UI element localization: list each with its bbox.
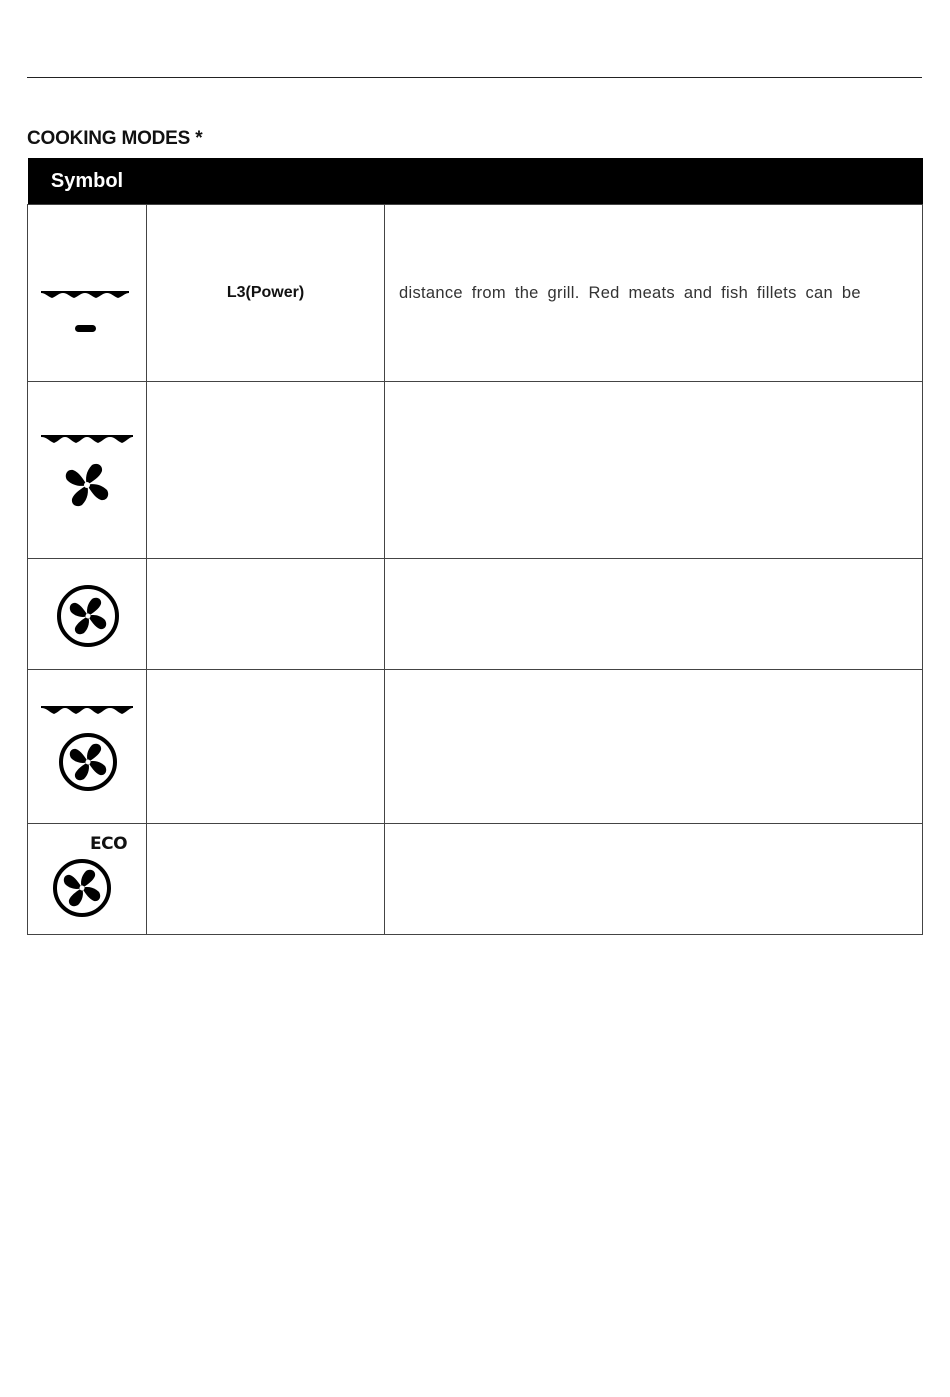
mode-description [385,382,923,559]
mode-name [147,382,385,559]
top-heater-circled-fan-icon [28,670,147,824]
table-row [28,559,923,670]
mode-description [385,824,923,935]
eco-label: ECO [90,834,128,854]
circled-fan-icon [28,559,147,670]
symbol-cell [28,559,147,670]
mode-description [385,670,923,824]
symbol-cell [28,824,147,935]
symbol-cell [28,382,147,559]
top-heater-fan-icon [28,382,147,559]
eco-circled-fan-icon [28,824,147,935]
header-description [385,158,923,205]
mode-name [147,670,385,824]
header-symbol: Symbol [28,158,147,205]
symbol-cell [28,670,147,824]
header-mode [147,158,385,205]
top-divider [27,77,922,78]
table-row [28,205,923,382]
top-heater-bottom-bar-icon [28,205,147,382]
table-row [28,670,923,824]
table-row [28,382,923,559]
mode-name [147,824,385,935]
cooking-modes-table [27,158,923,935]
section-title: COOKING MODES * [27,128,203,149]
mode-name: L3(Power) [147,205,385,382]
table-header-row [28,158,923,205]
mode-description: distance from the grill. Red meats and fish fillets can be [385,205,923,382]
symbol-cell [28,205,147,382]
mode-description [385,559,923,670]
table-row [28,824,923,935]
mode-name [147,559,385,670]
